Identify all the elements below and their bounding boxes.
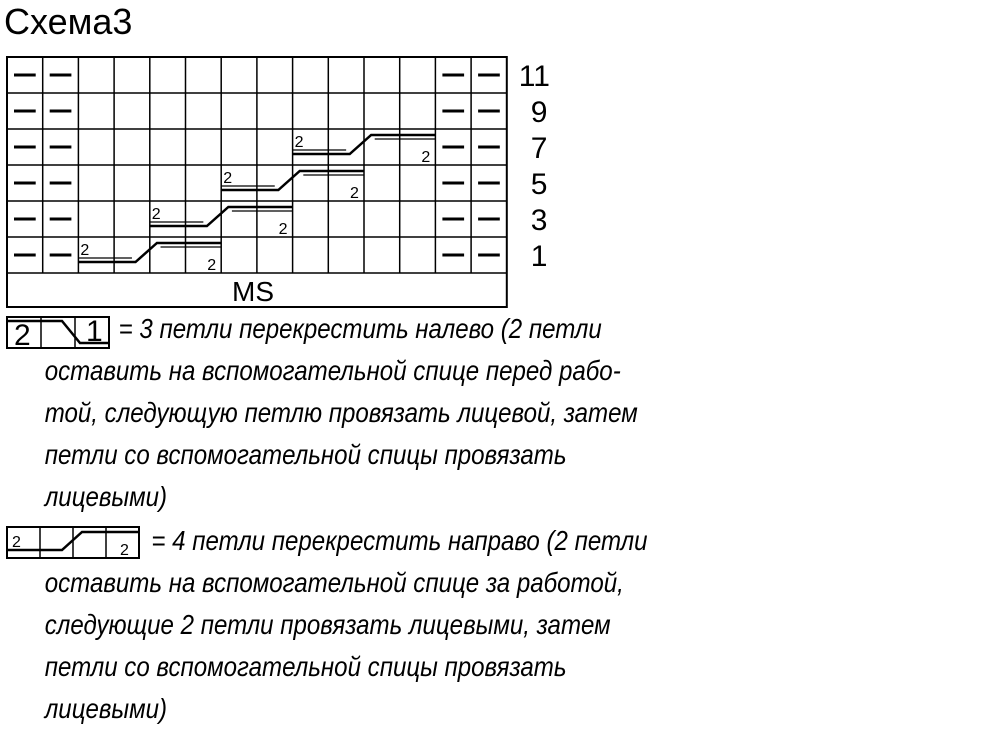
row-number: 7 xyxy=(530,132,548,165)
row-number: 1 xyxy=(530,240,548,273)
legend-symbol-number: 2 xyxy=(14,319,31,352)
cable-number: 2 xyxy=(207,257,217,274)
cable-number: 2 xyxy=(223,170,233,187)
legend-line: лицевыми) xyxy=(44,693,168,724)
legend-line: оставить на вспомогательной спице за работой, xyxy=(44,567,624,598)
cable-number: 2 xyxy=(350,185,359,202)
legend-cross-left-text xyxy=(0,308,638,518)
row-number: 11 xyxy=(518,60,550,93)
row-number: 9 xyxy=(530,96,548,129)
cable-number: 2 xyxy=(421,149,431,166)
legend-line: лицевыми) xyxy=(44,481,168,512)
row-number: 5 xyxy=(530,168,548,201)
legend-line: оставить на вспомогательной спице перед рабо- xyxy=(44,355,621,386)
ms-label: MS xyxy=(232,276,274,307)
legend-symbol-number: 2 xyxy=(12,534,21,551)
legend-symbol-number: 2 xyxy=(120,542,129,559)
legend-symbol-number: 1 xyxy=(86,315,103,348)
legend-cross-right-text xyxy=(0,520,647,730)
cable-number: 2 xyxy=(278,221,288,238)
cable-number: 2 xyxy=(151,206,161,223)
row-number: 3 xyxy=(530,204,548,237)
legend-line: той, следующую петлю провязать лицевой, затем xyxy=(44,397,638,428)
legend-line: петли со вспомогательной спицы провязать xyxy=(44,651,567,682)
legend-line: = 3 петли перекрестить налево (2 петли xyxy=(118,313,602,344)
legend-line: петли со вспомогательной спицы провязать xyxy=(44,439,567,470)
legend-line: следующие 2 петли провязать лицевыми, затем xyxy=(44,609,611,640)
cable-number: 2 xyxy=(294,134,304,151)
cable-number: 2 xyxy=(80,242,90,259)
diagram-title: Схема3 xyxy=(4,1,133,42)
legend-line: = 4 петли перекрестить направо (2 петли xyxy=(151,525,648,556)
